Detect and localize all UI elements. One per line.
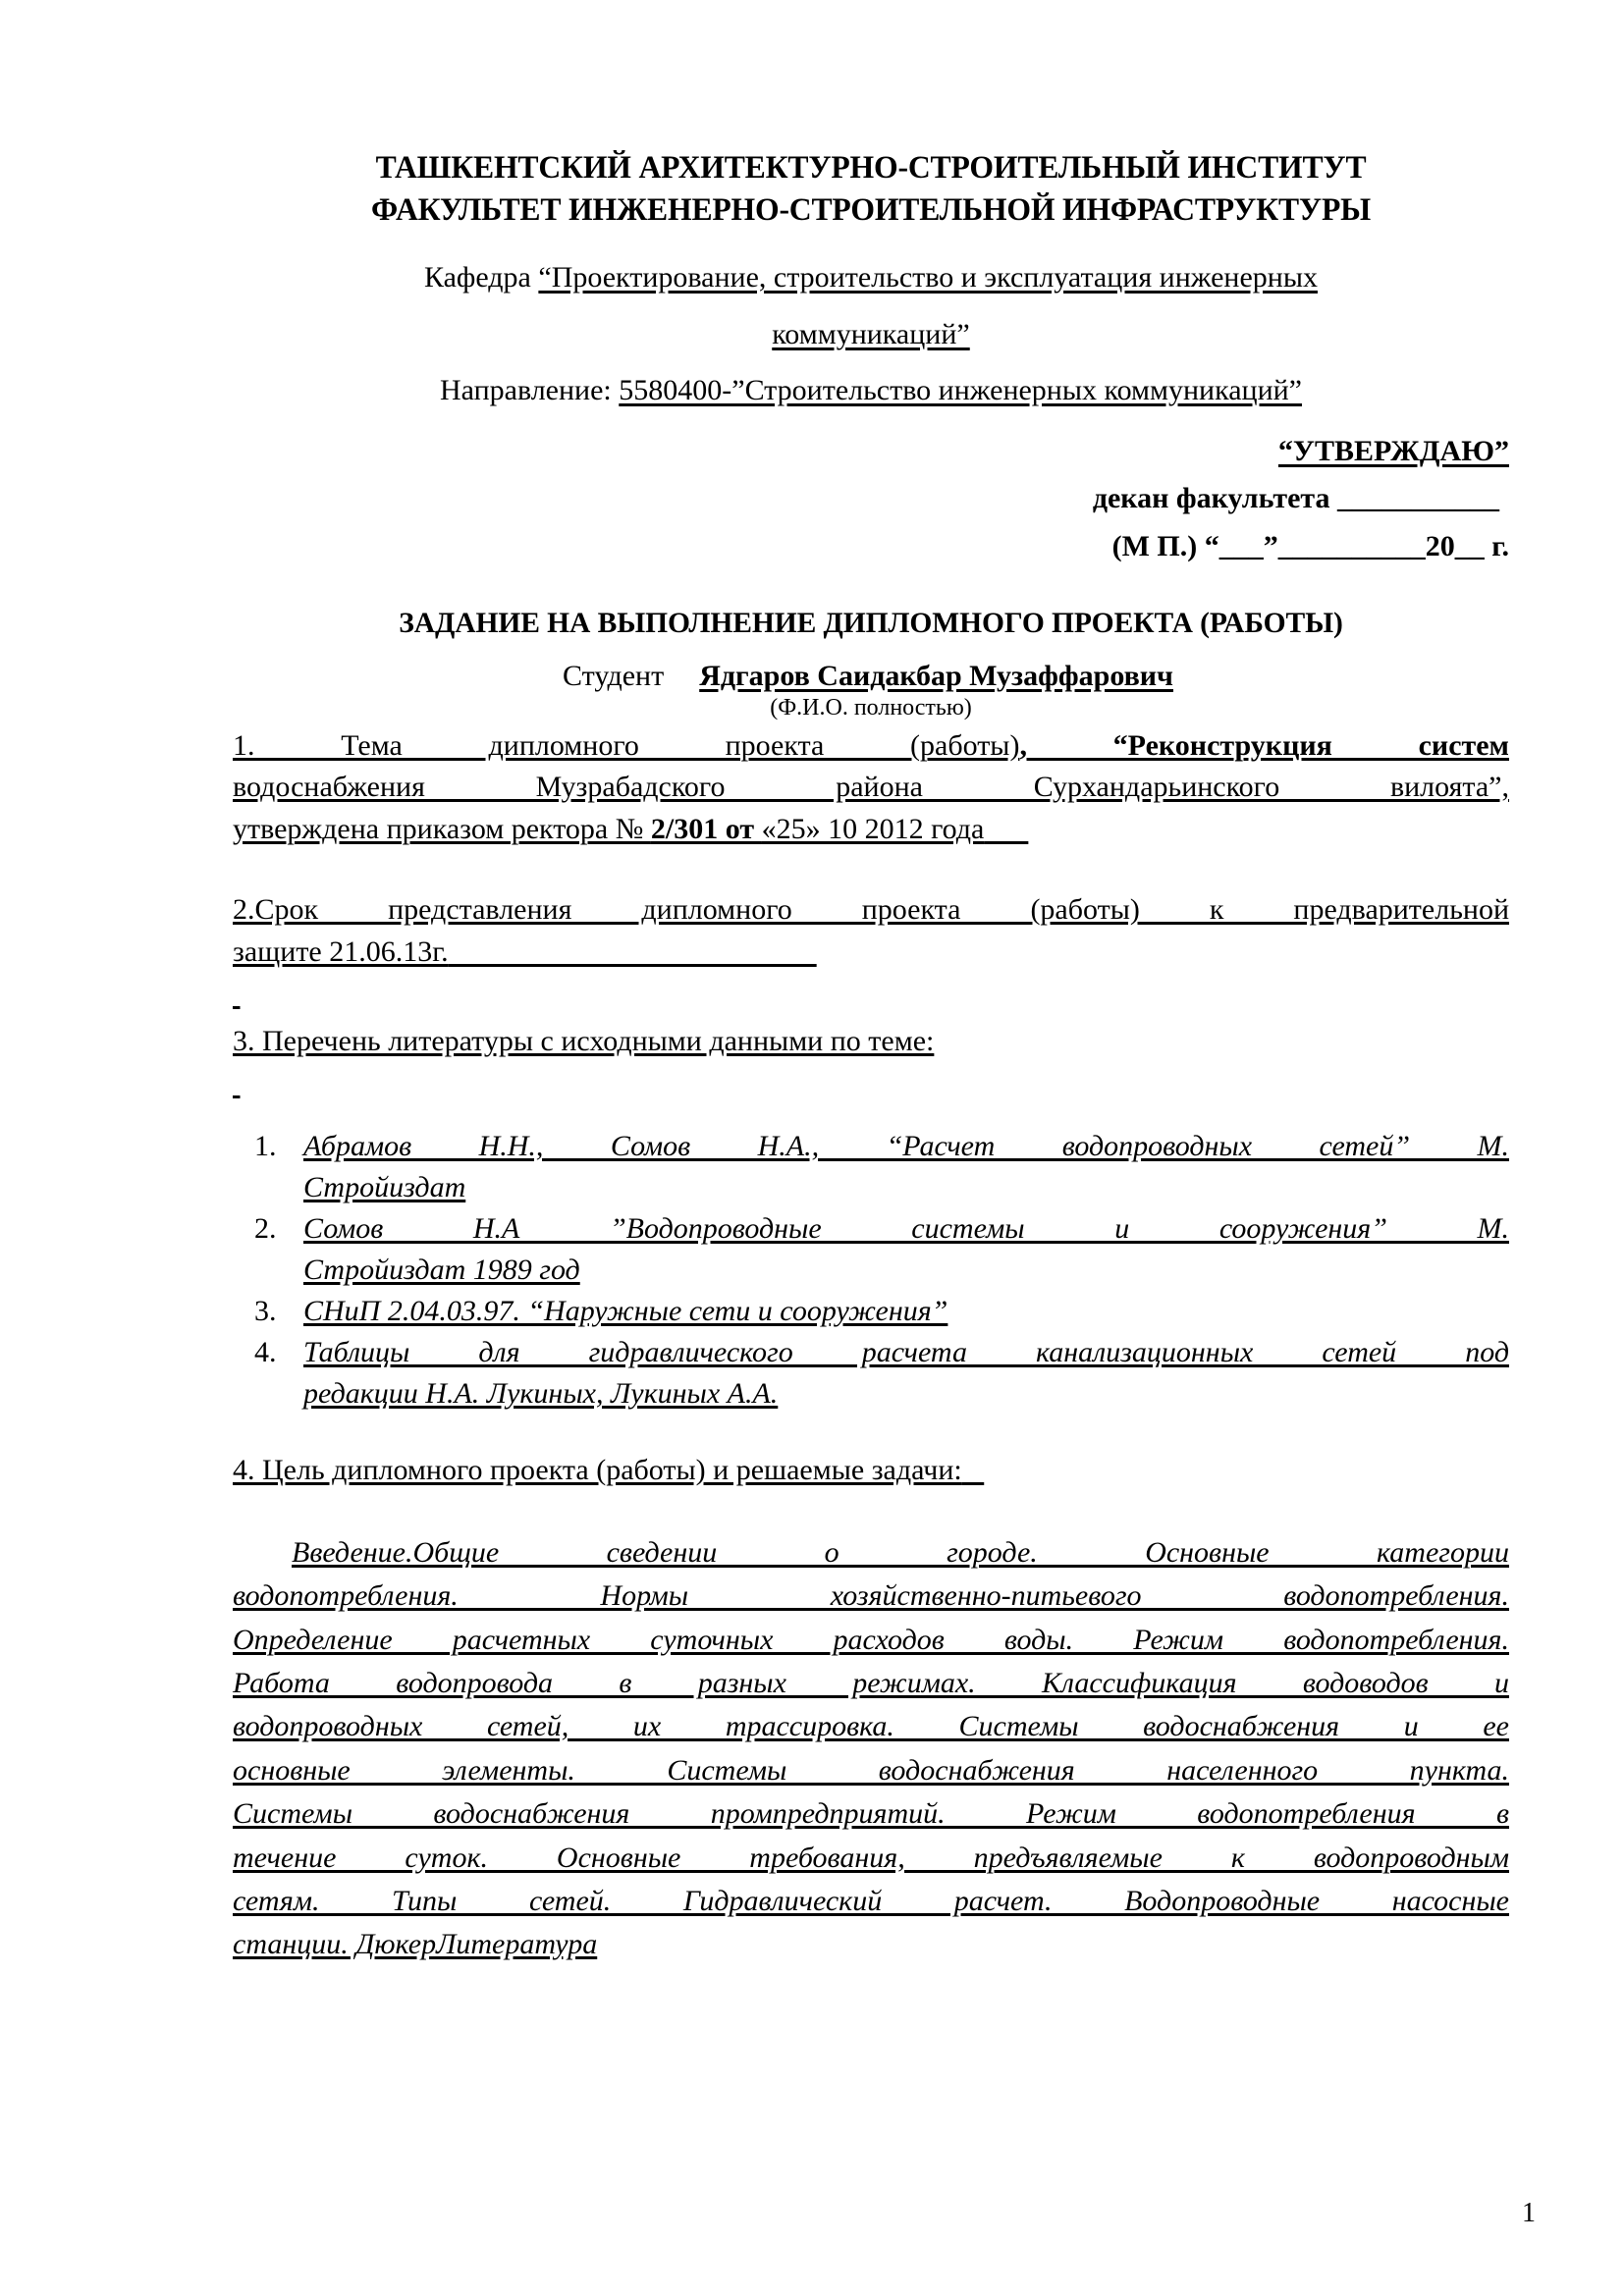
list-item-number: 4. bbox=[254, 1336, 277, 1369]
list-item-line-2: Стройиздат bbox=[303, 1171, 466, 1204]
item-3-heading: 3. Перечень литературы с исходными данными по теме: bbox=[233, 1025, 935, 1058]
item-4-body-line-3: Определение расчетных суточных расходов воды. Режим водопотребления. bbox=[233, 1623, 1509, 1656]
list-item-line-2: Стройиздат 1989 год bbox=[303, 1254, 580, 1287]
item-1-line-2: водоснабжения Музрабадского района Сурхандарьинского вилоята”, bbox=[233, 771, 1509, 804]
item-3-heading-row bbox=[233, 1021, 1509, 1063]
item-1-theme bbox=[233, 725, 1509, 851]
item-4-heading-row bbox=[233, 1450, 1509, 1492]
blank-underline-stub-top bbox=[233, 974, 1509, 1016]
document-content bbox=[233, 147, 1509, 1967]
approval-block bbox=[233, 428, 1509, 571]
item-2-line-2 bbox=[233, 932, 1509, 974]
list-item bbox=[233, 1291, 1509, 1332]
list-item-number: 2. bbox=[254, 1212, 277, 1246]
list-item bbox=[233, 1332, 1509, 1415]
direction-value: 5580400-”Строительство инженерных коммуникаций” bbox=[619, 373, 1302, 406]
item-4-heading bbox=[233, 1454, 984, 1486]
fio-note: (Ф.И.О. полностью) bbox=[770, 694, 972, 721]
item-4-body-line-7: Системы водоснабжения промпредприятий. Режим водопотребления в bbox=[233, 1797, 1509, 1831]
list-item bbox=[233, 1126, 1509, 1208]
list-item-number: 1. bbox=[254, 1130, 277, 1163]
underline-stub bbox=[233, 974, 294, 1016]
direction-label: Направление: bbox=[439, 373, 620, 406]
item-4-heading-text: 4. Цель дипломного проекта (работы) и решаемые задачи: bbox=[233, 1454, 962, 1487]
item-4-body-line-8: течение суток. Основные требования, предъявляемые к водопроводным bbox=[233, 1841, 1509, 1874]
institute-name-line-1: ТАШКЕНТСКИЙ АРХИТЕКТУРНО-СТРОИТЕЛЬНЫЙ ИНСТИТУТ bbox=[375, 150, 1367, 186]
list-item-line-1: Абрамов Н.Н., Сомов Н.А., “Расчет водопроводных сетей” М. bbox=[303, 1130, 1509, 1163]
item-1-order-prefix: утверждена приказом ректора № bbox=[233, 812, 651, 845]
task-title: ЗАДАНИЕ НА ВЫПОЛНЕНИЕ ДИПЛОМНОГО ПРОЕКТА (РАБОТЫ) bbox=[399, 606, 1343, 639]
department-name-line-2: коммуникаций” bbox=[772, 318, 970, 351]
item-4-body-line-4: Работа водопровода в разных режимах. Классификация водоводов и bbox=[233, 1667, 1509, 1700]
item-4-line-text: Введение.Общие сведении о городе. Основные категории bbox=[292, 1535, 1509, 1569]
department-block bbox=[233, 249, 1509, 364]
item-1-line-1 bbox=[233, 725, 1509, 768]
underline-stub-2 bbox=[233, 1063, 294, 1105]
blank-underline-stub-bottom bbox=[233, 1063, 1509, 1105]
item-4-body-line-10: станции. ДюкерЛитература bbox=[233, 1928, 598, 1961]
item-4-body-line-2: водопотребления. Нормы хозяйственно-питьевого водопотребления. bbox=[233, 1579, 1509, 1613]
item-4-body-line-6: основные элементы. Системы водоснабжения населенного пункта. bbox=[233, 1753, 1509, 1787]
stamp-date-line: (М П.) “___”__________20__ г. bbox=[1111, 529, 1509, 562]
approve-label: “УТВЕРЖДАЮ” bbox=[1277, 434, 1509, 467]
item-4-body-line-5: водопроводных сетей, их трассировка. Системы водоснабжения и ее bbox=[233, 1710, 1509, 1743]
literature-list bbox=[233, 1126, 1509, 1415]
item-4-body-line-9: сетям. Типы сетей. Гидравлический расчет. Водопроводные насосные bbox=[233, 1885, 1509, 1918]
list-item-line-1: Таблицы для гидравлического расчета канализационных сетей под bbox=[303, 1336, 1509, 1369]
direction-block bbox=[233, 368, 1509, 412]
student-name: Ядгаров Саидакбар Музаффарович bbox=[699, 659, 1173, 692]
item-1-prefix: 1. Тема дипломного проекта (работы) bbox=[233, 728, 1020, 762]
list-item-line-1: СНиП 2.04.03.97. “Наружные сети и сооружения” bbox=[303, 1295, 948, 1328]
item-4-body-line-1 bbox=[233, 1531, 1509, 1575]
item-1-order-number: 2/301 от bbox=[650, 812, 762, 845]
institute-header bbox=[233, 147, 1509, 232]
department-label: Кафедра bbox=[424, 260, 539, 294]
department-name-line-1: “Проектирование, строительство и эксплуатация инженерных bbox=[538, 260, 1318, 294]
list-item bbox=[233, 1208, 1509, 1291]
list-item-line-2: редакции Н.А. Лукиных, Лукиных А.А. bbox=[303, 1377, 779, 1411]
institute-name-line-2: ФАКУЛЬТЕТ ИНЖЕНЕРНО-СТРОИТЕЛЬНОЙ ИНФРАСТРУКТУРЫ bbox=[370, 191, 1372, 228]
item-1-order-date: «25» 10 2012 года bbox=[761, 812, 985, 845]
item-2-date: защите 21.06.13г. bbox=[233, 934, 449, 968]
student-label: Студент bbox=[563, 659, 665, 692]
item-1-line-3 bbox=[233, 809, 1509, 851]
item-2-line-1: 2.Срок представления дипломного проекта (работы) к предварительной bbox=[233, 893, 1509, 927]
item-1-theme-start: , “Реконструкция систем bbox=[1019, 728, 1509, 762]
list-item-line-1: Сомов Н.А ”Водопроводные системы и сооружения” М. bbox=[303, 1212, 1509, 1246]
dean-signature-line: декан факультета ___________ bbox=[1092, 482, 1499, 515]
item-4-body bbox=[233, 1531, 1509, 1967]
student-row bbox=[233, 660, 1509, 693]
list-item-number: 3. bbox=[254, 1295, 277, 1328]
item-2-deadline bbox=[233, 889, 1509, 973]
page-number: 1 bbox=[1522, 2198, 1536, 2228]
